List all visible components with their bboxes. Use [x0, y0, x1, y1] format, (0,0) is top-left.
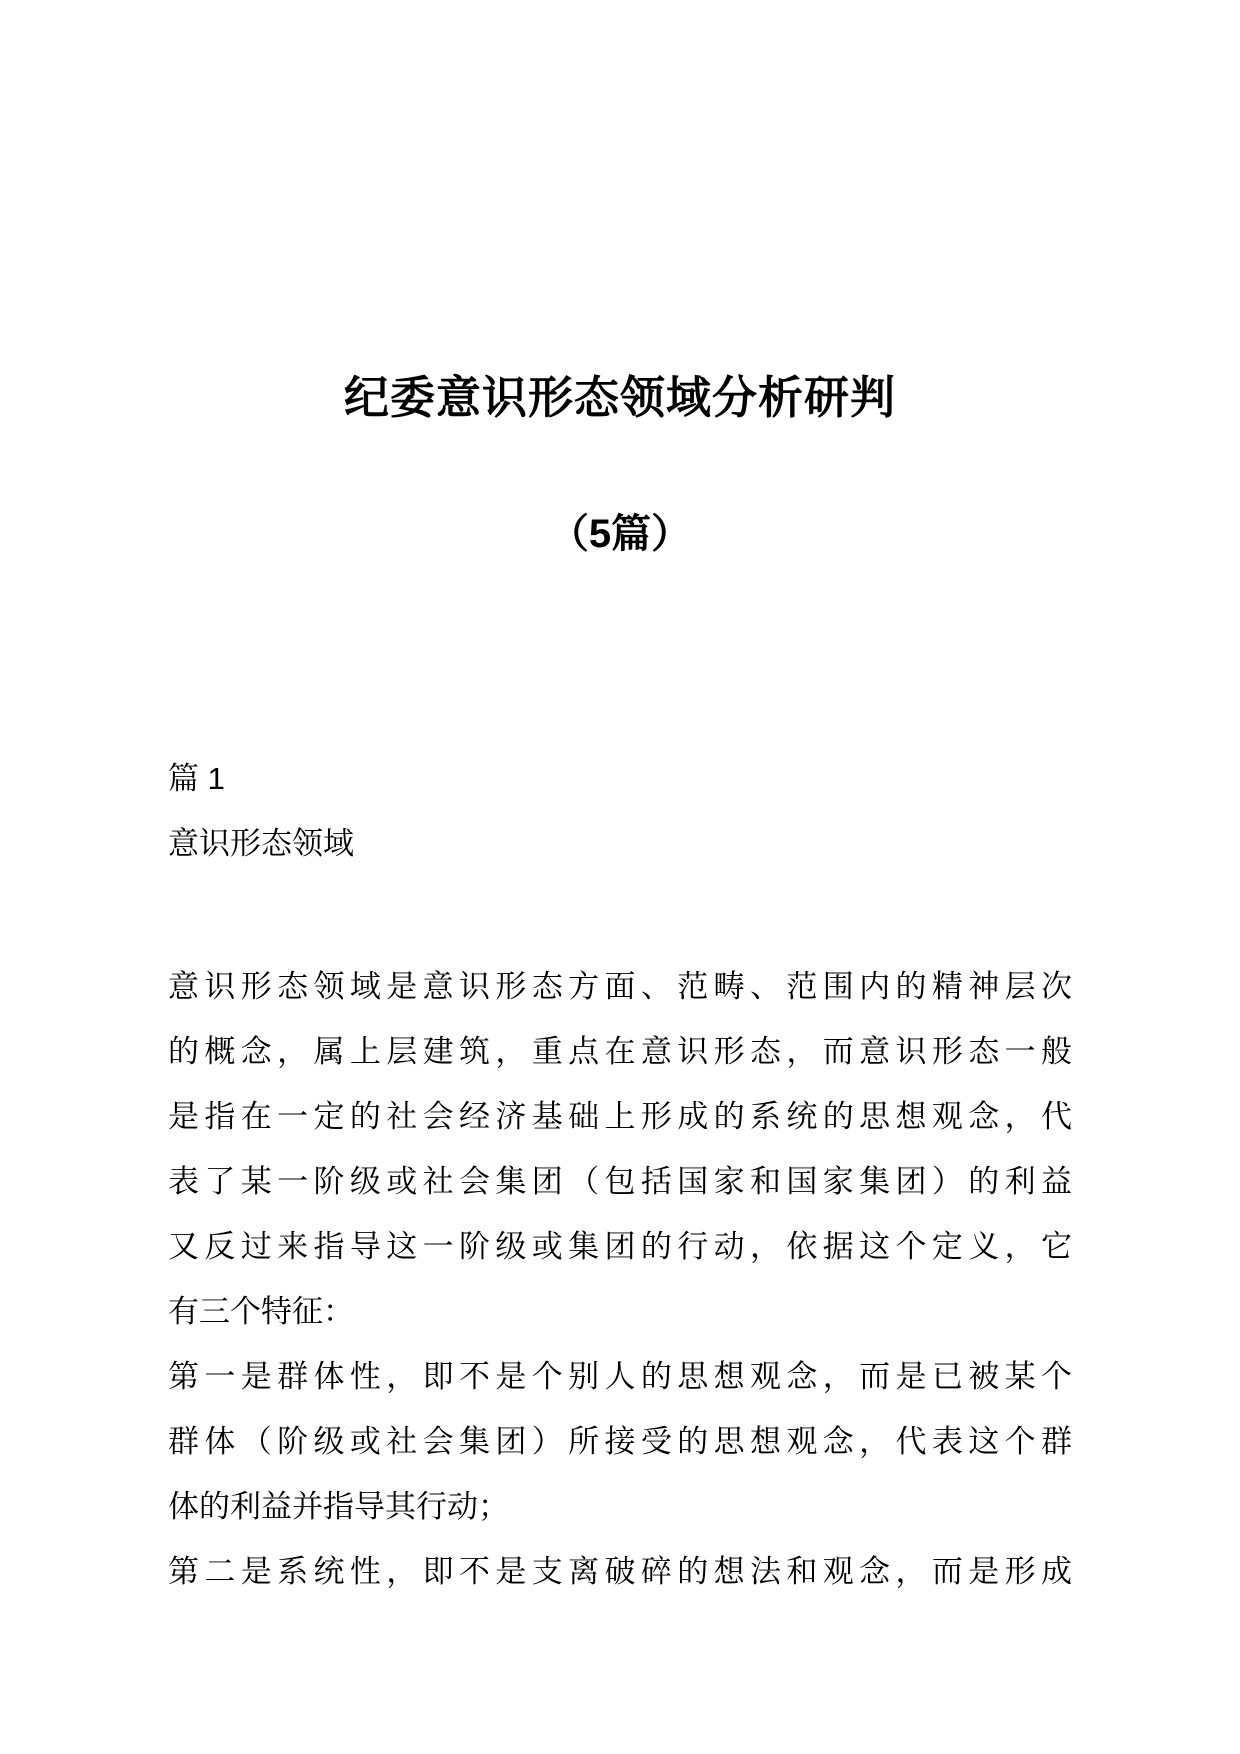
text-line: 有三个特征：	[168, 1294, 354, 1329]
section-head	[168, 746, 1072, 876]
document-title: 纪委意识形态领域分析研判	[343, 372, 896, 423]
text-line: 群体（阶级或社会集团）所接受的思想观念，代表这个群	[168, 1424, 1072, 1459]
text-line: 第一是群体性，即不是个别人的思想观念，而是已被某个	[168, 1359, 1072, 1394]
text-line: 的概念，属上层建筑，重点在意识形态，而意识形态一般	[168, 1034, 1072, 1069]
body-text	[168, 954, 1072, 1604]
document-subtitle: （5篇）	[548, 512, 692, 556]
text-line: 第二是系统性，即不是支离破碎的想法和观念，而是形成	[168, 1554, 1072, 1589]
text-line: 又反过来指导这一阶级或集团的行动，依据这个定义，它	[168, 1229, 1072, 1264]
text-line: 意识形态领域是意识形态方面、范畴、范围内的精神层次	[168, 969, 1072, 1004]
section-heading: 意识形态领域	[168, 826, 354, 861]
section-label: 篇 1	[168, 761, 225, 796]
text-line: 是指在一定的社会经济基础上形成的系统的思想观念，代	[168, 1099, 1072, 1134]
text-line: 体的利益并指导其行动；	[168, 1489, 509, 1524]
text-line: 表了某一阶级或社会集团（包括国家和国家集团）的利益	[168, 1164, 1072, 1199]
